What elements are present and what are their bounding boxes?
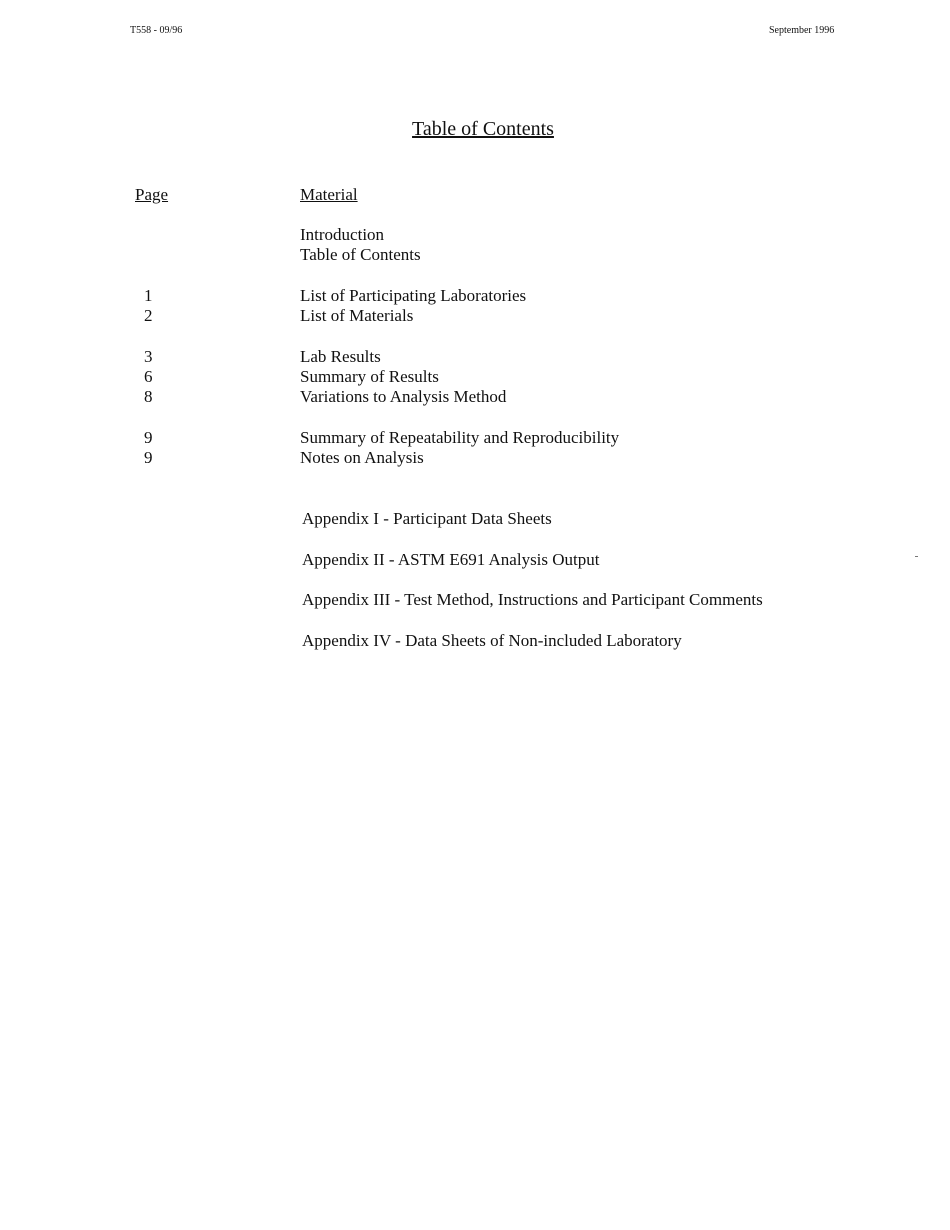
toc-entry (0, 225, 950, 245)
toc-material: Summary of Results (300, 367, 439, 386)
toc-material: List of Participating Laboratories (300, 286, 527, 305)
toc-material: List of Materials (300, 306, 414, 325)
toc-page-number: 3 (144, 347, 153, 366)
toc-page-number: 8 (144, 387, 153, 406)
toc-page-number: 6 (144, 367, 153, 386)
toc-material: Introduction (300, 225, 385, 244)
page-title: Table of Contents (412, 118, 554, 140)
toc-material: Table of Contents (300, 245, 421, 264)
toc-entry (0, 367, 950, 387)
toc-entry (0, 387, 950, 407)
toc-page-number: 9 (144, 428, 153, 447)
toc-page-number: 9 (144, 448, 153, 467)
toc-entry (0, 286, 950, 306)
toc-entry (0, 448, 950, 468)
appendix-item: Appendix III - Test Method, Instructions and Participant Comments (302, 590, 763, 609)
toc-material: Variations to Analysis Method (300, 387, 507, 406)
toc-entry (0, 347, 950, 367)
toc-entry (0, 306, 950, 326)
document-code: T558 - 09/96 (130, 25, 183, 36)
document-date: September 1996 (769, 25, 835, 36)
appendix-item: Appendix I - Participant Data Sheets (302, 509, 552, 528)
appendix-item: Appendix IV - Data Sheets of Non-included Laboratory (302, 631, 682, 650)
toc-material: Summary of Repeatability and Reproducibility (300, 428, 620, 447)
material-column-header: Material (300, 185, 358, 204)
toc-entry (0, 428, 950, 448)
toc-page-number: 2 (144, 306, 153, 325)
toc-material: Lab Results (300, 347, 381, 366)
page-column-header: Page (135, 185, 169, 204)
toc-page-number: 1 (144, 286, 153, 305)
scan-speck (915, 556, 918, 557)
toc-entry (0, 245, 950, 265)
toc-material: Notes on Analysis (300, 448, 424, 467)
appendix-item: Appendix II - ASTM E691 Analysis Output (302, 550, 600, 569)
